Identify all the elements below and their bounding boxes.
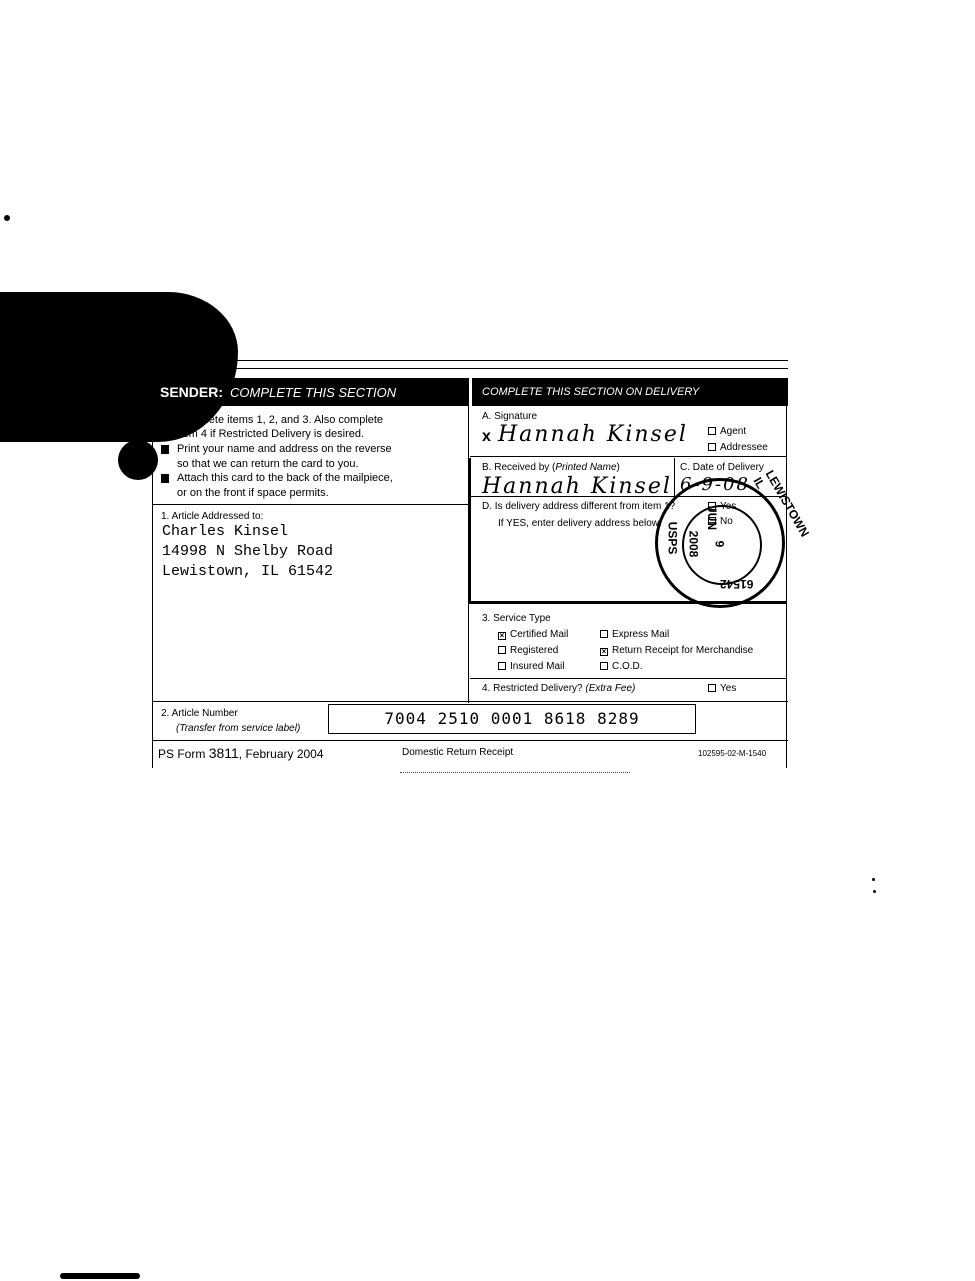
service-option-certified[interactable] [498, 629, 568, 641]
registered-label: Registered [510, 645, 559, 656]
no-label: No [720, 516, 733, 527]
divider [152, 701, 788, 702]
instruction-line: Attach this card to the back of the mailpiece, [177, 472, 393, 484]
postmark-agency: USPS [665, 521, 680, 555]
postmark-year: 2008 [686, 530, 701, 558]
sender-header-bold: SENDER: [160, 384, 224, 400]
service-option-express[interactable] [600, 629, 669, 641]
divider [152, 504, 468, 505]
addressee-checkbox[interactable] [708, 443, 716, 451]
express-checkbox[interactable] [600, 630, 608, 638]
date-of-delivery-label: C. Date of Delivery [680, 462, 764, 473]
postmark-day: 9 [712, 540, 727, 548]
instruction-line: so that we can return the card to you. [177, 458, 359, 470]
article-number-box [328, 704, 696, 734]
agent-label: Agent [720, 426, 747, 437]
cod-label: C.O.D. [612, 661, 643, 672]
bullet-icon [161, 445, 169, 454]
return-receipt-checkbox-checked[interactable]: × [601, 647, 607, 656]
scan-speck [872, 878, 875, 881]
form-code: 102595-02-M-1540 [698, 749, 767, 758]
postmark-month: JUN [705, 505, 720, 531]
date-of-delivery-handwritten: 6-9-08 [680, 474, 750, 495]
divider-thick [468, 458, 471, 603]
received-by-handwritten: Hannah Kinsel [482, 474, 672, 499]
instruction-line: Complete items 1, 2, and 3. Also complete [177, 414, 384, 426]
restricted-yes-label: Yes [720, 683, 737, 694]
restricted-yes-option[interactable] [708, 683, 736, 695]
sender-section-header [152, 378, 468, 406]
card-top-border-inner [152, 368, 788, 369]
divider [470, 456, 786, 457]
question-d-label: D. Is delivery address different from item 1? [482, 501, 676, 512]
certified-checkbox-checked[interactable]: × [499, 631, 505, 640]
addressee-option[interactable] [708, 442, 768, 454]
delivery-header-text: COMPLETE THIS SECTION ON DELIVERY [482, 386, 700, 398]
divider [674, 458, 675, 496]
divider [470, 678, 786, 679]
signature-x-mark: x [482, 428, 491, 445]
agent-option[interactable] [708, 426, 746, 438]
card-right-border [786, 378, 787, 768]
signature-handwritten: Hannah Kinsel [498, 422, 688, 447]
postmark-zip: 61542 [720, 577, 754, 591]
received-by-label: B. Received by (Printed Name) [482, 462, 620, 473]
bullet-icon [161, 474, 169, 483]
express-label: Express Mail [612, 629, 670, 640]
certified-label: Certified Mail [510, 629, 569, 640]
cod-checkbox[interactable] [600, 662, 608, 670]
article-number-label: 2. Article Number [161, 708, 238, 719]
address-line-street: 14998 N Shelby Road [162, 543, 334, 560]
instruction-line: or on the front if space permits. [177, 487, 329, 499]
restricted-yes-checkbox[interactable] [708, 684, 716, 692]
scan-speck [4, 215, 10, 221]
article-number-value: 7004 2510 0001 8618 8289 [384, 709, 640, 728]
dotted-rule [400, 772, 630, 773]
instruction-line: item 4 if Restricted Delivery is desired. [177, 428, 365, 440]
service-type-label: 3. Service Type [482, 613, 551, 624]
divider [468, 601, 786, 604]
signature-label: A. Signature [482, 411, 538, 422]
registered-checkbox[interactable] [498, 646, 506, 654]
return-receipt-label: Return Receipt for Merchandise [612, 645, 754, 656]
return-receipt-card [150, 358, 812, 773]
form-title: Domestic Return Receipt [402, 747, 514, 758]
addressee-label: Addressee [720, 442, 768, 453]
if-yes-label: If YES, enter delivery address below: [498, 518, 662, 529]
form-id: PS Form 3811, February 2004 [158, 745, 324, 761]
divider [152, 740, 788, 741]
postmark-city: LEWISTOWN IL [750, 467, 812, 540]
yes-label: Yes [720, 501, 737, 512]
agent-checkbox[interactable] [708, 427, 716, 435]
article-addressed-label: 1. Article Addressed to: [161, 511, 264, 522]
sender-header-italic: COMPLETE THIS SECTION [230, 385, 397, 400]
address-line-city: Lewistown, IL 61542 [162, 563, 334, 580]
card-left-border [152, 378, 153, 768]
insured-checkbox[interactable] [498, 662, 506, 670]
address-line-name: Charles Kinsel [162, 523, 289, 540]
scan-speck [873, 890, 876, 893]
service-option-insured[interactable] [498, 661, 564, 673]
insured-label: Insured Mail [510, 661, 565, 672]
instruction-line: Print your name and address on the reverse [177, 443, 392, 455]
restricted-delivery-label: 4. Restricted Delivery? (Extra Fee) [482, 683, 636, 694]
article-number-sublabel: (Transfer from service label) [176, 723, 301, 734]
delivery-section-header [472, 378, 788, 406]
card-top-border [152, 360, 788, 361]
service-option-cod[interactable] [600, 661, 643, 673]
service-option-return-receipt[interactable] [600, 645, 753, 657]
bullet-icon [161, 416, 169, 425]
scan-speck [60, 1273, 140, 1279]
service-option-registered[interactable] [498, 645, 558, 657]
